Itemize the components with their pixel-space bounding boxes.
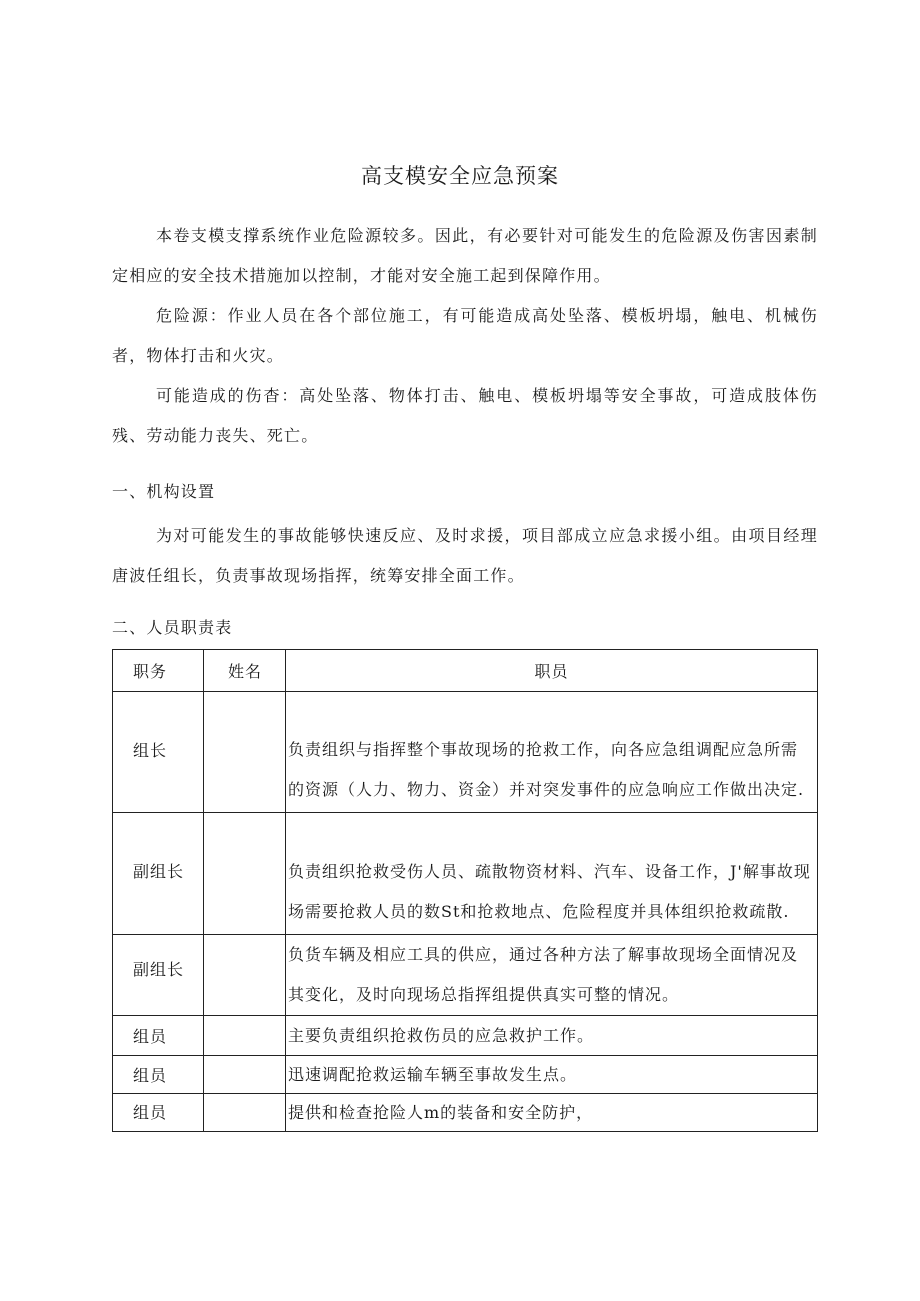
header-role: 职务 bbox=[113, 650, 204, 692]
organization-paragraph: 为对可能发生的事故能够快速反应、及时求援，项目部成立应急求援小组。由项目经理唐波任组长，负责事故现场指挥，统筹安排全面工作。 bbox=[112, 526, 818, 585]
table-row bbox=[113, 692, 818, 813]
name-cell bbox=[204, 692, 286, 813]
table-row bbox=[113, 1016, 818, 1056]
injuries-paragraph: 可能造成的伤杳：高处坠落、物体打击、触电、模板坍塌等安全事故，可造成肢体伤残、劳动能力丧失、死亡。 bbox=[112, 386, 818, 445]
name-cell bbox=[204, 1094, 286, 1132]
role-cell: 组员 bbox=[113, 1016, 204, 1056]
name-cell bbox=[204, 1056, 286, 1094]
role-cell: 副组长 bbox=[113, 813, 204, 935]
duty-cell: 迅速调配抢救运输车辆至事故发生点。 bbox=[286, 1056, 818, 1094]
role-cell: 组长 bbox=[113, 692, 204, 813]
table-row bbox=[113, 1094, 818, 1132]
table-header-row bbox=[113, 650, 818, 692]
table-row bbox=[113, 1056, 818, 1094]
duty-cell: 负责组织抢救受伤人员、疏散物资材料、汽车、设备工作，J'解事故现场需要抢救人员的数St和抢救地点、危险程度并具体组织抢救疏散. bbox=[286, 813, 818, 935]
duty-cell: 提供和检查抢险人m的装备和安全防护， bbox=[286, 1094, 818, 1132]
section-heading-organization: 一、机构设置 bbox=[112, 482, 216, 501]
duty-cell: 负货车辆及相应工具的供应，通过各种方法了解事故现场全面情况及其变化，及时向现场总指挥组提供真实可整的情况。 bbox=[286, 935, 818, 1016]
header-name: 姓名 bbox=[204, 650, 286, 692]
intro-paragraph: 本卷支模支撑系统作业危险源较多。因此，有必要针对可能发生的危险源及伤害因素制定相应的安全技术措施加以控制，才能对安全施工起到保障作用。 bbox=[112, 226, 818, 285]
role-cell: 组员 bbox=[113, 1056, 204, 1094]
duty-cell: 主要负责组织抢救伤员的应急救护工作。 bbox=[286, 1016, 818, 1056]
name-cell bbox=[204, 935, 286, 1016]
header-duty: 职员 bbox=[286, 650, 818, 692]
page-title: 高支模安全应急预案 bbox=[361, 164, 559, 188]
table-row bbox=[113, 813, 818, 935]
role-cell: 副组长 bbox=[113, 935, 204, 1016]
hazards-paragraph: 危险源：作业人员在各个部位施工，有可能造成高处坠落、模板坍塌，触电、机械伤者，物体打击和火灾。 bbox=[112, 306, 818, 365]
name-cell bbox=[204, 813, 286, 935]
duty-cell: 负责组织与指挥整个事故现场的抢救工作，向各应急组调配应急所需的资源（人力、物力、资金）并对突发事件的应急响应工作做出决定. bbox=[286, 692, 818, 813]
role-cell: 组员 bbox=[113, 1094, 204, 1132]
name-cell bbox=[204, 1016, 286, 1056]
duty-table bbox=[112, 649, 818, 1132]
section-heading-duty-table: 二、人员职责表 bbox=[112, 618, 233, 637]
table-row bbox=[113, 935, 818, 1016]
